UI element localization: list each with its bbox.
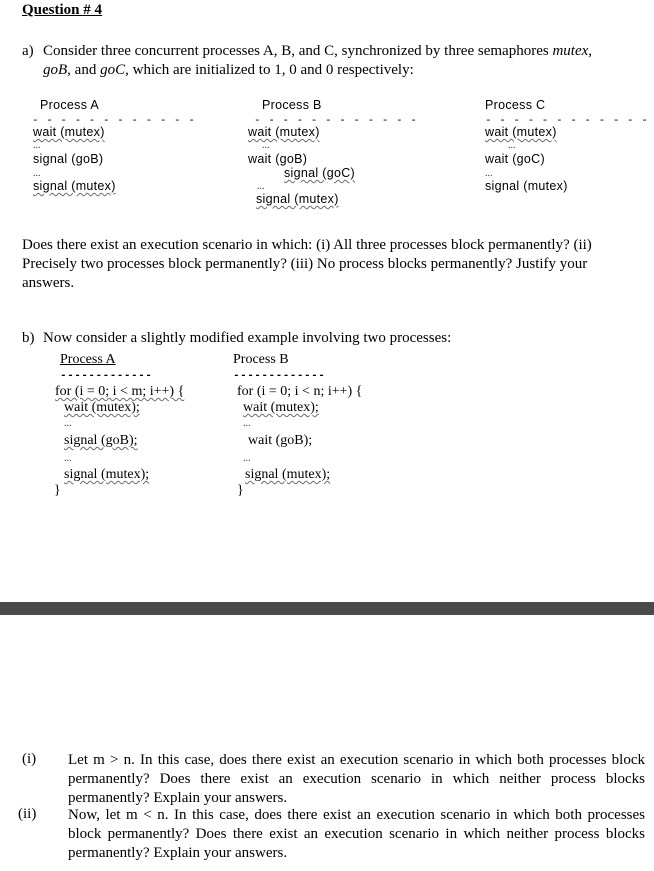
pb-a-loop: for (i = 0; i < m; i++) { — [55, 384, 185, 399]
pa-b-line3: signal (goC) — [284, 166, 355, 180]
pa-c-dashes: - - - - - - - - - - - - — [485, 115, 649, 127]
part-a-intro — [43, 42, 643, 80]
pb-b-line2: wait (goB); — [248, 433, 313, 448]
pa-c-line1: wait (mutex) — [485, 125, 557, 139]
part-b-label: b) — [22, 330, 35, 346]
page-divider — [0, 602, 654, 615]
pa-a-line1: wait (mutex) — [33, 125, 105, 139]
pb-a-line3: signal (mutex); — [64, 467, 150, 482]
pa-a-title: Process A — [40, 98, 99, 112]
pa-c-title: Process C — [485, 98, 546, 112]
part-a-intro-goc: goC — [100, 62, 126, 78]
pa-a-dots1: ... — [33, 140, 41, 151]
pb-b-close: } — [237, 483, 244, 498]
pa-c-line3: signal (mutex) — [485, 179, 568, 193]
pb-a-dashes: ------------- — [60, 370, 153, 382]
item-1-num: (i) — [22, 751, 37, 767]
pa-c-dots1: ... — [508, 140, 516, 151]
part-a-intro-line1: Consider three concurrent processes A, B, and C, synchronized by three semaphores — [43, 43, 553, 59]
pb-b-loop: for (i = 0; i < n; i++) { — [237, 384, 363, 399]
part-a-intro-end: , which are initialized to 1, 0 and 0 respectively: — [125, 62, 414, 78]
pb-a-title: Process A — [60, 352, 116, 367]
pa-b-line1: wait (mutex) — [248, 125, 320, 139]
pb-b-line1: wait (mutex); — [243, 400, 319, 415]
part-a-intro-mid: , and — [67, 62, 101, 78]
pa-a-dashes: - - - - - - - - - - - - — [32, 115, 196, 127]
pb-a-line1: wait (mutex); — [64, 400, 140, 415]
question-title: Question # 4 — [22, 2, 103, 18]
item-1-text: Let m > n. In this case, does there exist an execution scenario in which both processes block permanently? Does there exist an execution scenario in which neither process blocks permanently? Explain your answers. — [68, 752, 645, 806]
item-2-text: Now, let m < n. In this case, does there exist an execution scenario in which both processes block permanently? Does there exist an execution scenario in which neither process blocks permanently? Explain your answers. — [68, 807, 645, 861]
pa-b-line4: signal (mutex) — [256, 192, 339, 206]
part-a-label: a) — [22, 43, 34, 59]
pb-a-dots1: ... — [64, 418, 72, 429]
pb-b-dots2: ... — [243, 453, 251, 464]
pb-b-dashes: ------------- — [233, 370, 326, 382]
pa-c-line2: wait (goC) — [485, 152, 545, 166]
pb-a-close: } — [54, 483, 61, 498]
item-2-num: (ii) — [18, 806, 37, 822]
pb-a-line2: signal (goB); — [64, 433, 138, 448]
pb-a-dots2: ... — [64, 453, 72, 464]
pa-a-line3: signal (mutex) — [33, 179, 116, 193]
part-a-intro-mutex: mutex, — [552, 43, 593, 59]
part-a-intro-gob: goB — [43, 62, 68, 78]
part-b-intro: Now consider a slightly modified example involving two processes: — [43, 330, 452, 346]
pa-b-dots1: ... — [262, 140, 270, 151]
part-a-question: Does there exist an execution scenario in which: (i) All three processes block permanently? (ii) Precisely two processes block permanently? (iii) No process blocks permanently? Justify your answers. — [22, 237, 592, 291]
pb-b-line3: signal (mutex); — [245, 467, 331, 482]
pa-b-title: Process B — [262, 98, 322, 112]
pb-b-title: Process B — [233, 352, 289, 367]
pb-b-dots1: ... — [243, 418, 251, 429]
pa-b-line2: wait (goB) — [248, 152, 308, 166]
pa-b-dots2: ... — [257, 181, 265, 192]
pa-b-dashes: - - - - - - - - - - - - — [254, 115, 418, 127]
pa-c-dots2: ... — [485, 168, 493, 179]
pa-a-dots2: ... — [33, 168, 41, 179]
pa-a-line2: signal (goB) — [33, 152, 104, 166]
